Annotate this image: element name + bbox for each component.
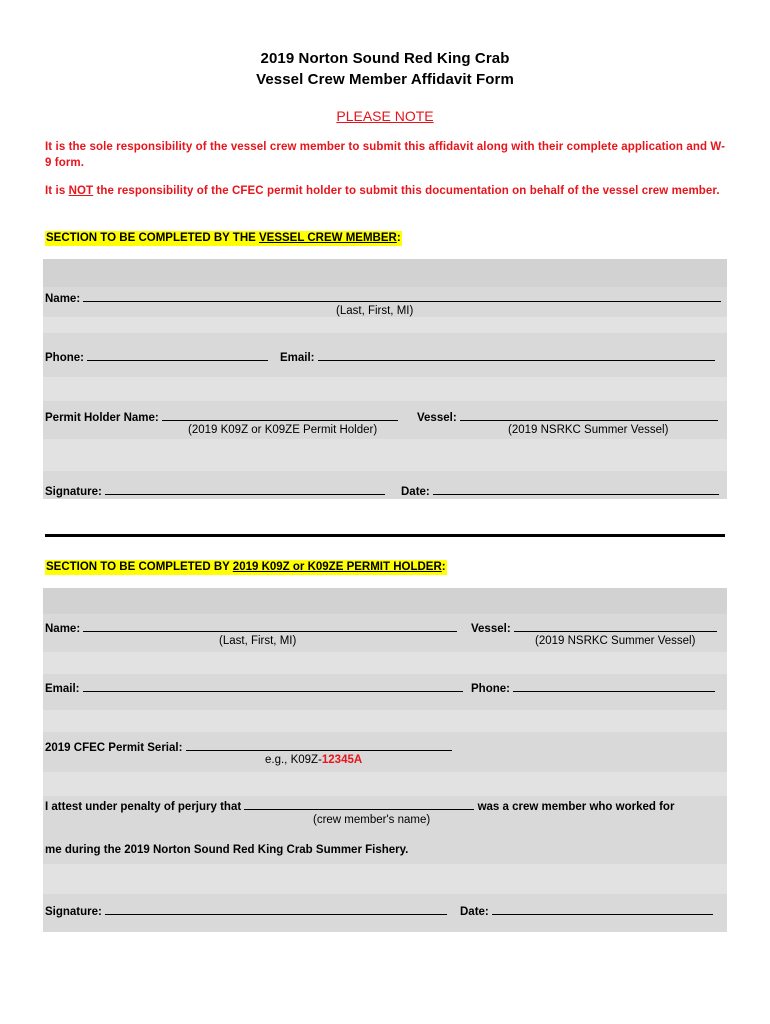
s2-phone-row xyxy=(471,680,715,695)
section2-label xyxy=(45,560,447,575)
form-title-line2: Vessel Crew Member Affidavit Form xyxy=(256,71,514,88)
please-note-heading: PLEASE NOTE xyxy=(336,108,434,124)
s2-attest-before: I attest under penalty of perjury that xyxy=(45,801,242,813)
s1-name-label: Name: xyxy=(45,293,81,305)
s2-phone-label: Phone: xyxy=(471,683,510,695)
s2-signature-row xyxy=(45,903,447,918)
s1-permit-holder-field[interactable] xyxy=(162,409,398,421)
s2-vessel-label: Vessel: xyxy=(471,623,511,635)
section1-shade-top xyxy=(43,259,727,287)
section2-shade-mid4 xyxy=(43,864,727,894)
s1-phone-field[interactable] xyxy=(87,349,268,361)
section2-label-prefix: SECTION TO BE COMPLETED BY xyxy=(46,561,233,573)
s2-phone-field[interactable] xyxy=(513,680,715,692)
s1-signature-label: Signature: xyxy=(45,486,102,498)
s1-vessel-row xyxy=(417,409,718,424)
section1-shade-mid2 xyxy=(43,377,727,401)
s2-name-hint: (Last, First, MI) xyxy=(219,635,297,647)
s1-signature-field[interactable] xyxy=(105,483,385,495)
s1-date-label: Date: xyxy=(401,486,430,498)
section1-shade-mid1 xyxy=(43,317,727,333)
s2-email-field[interactable] xyxy=(83,680,463,692)
s1-vessel-label: Vessel: xyxy=(417,412,457,424)
note-p2-after: the responsibility of the CFEC permit holder to submit this documentation on behalf of the vessel crew member. xyxy=(93,185,720,197)
form-title-line1: 2019 Norton Sound Red King Crab xyxy=(260,50,510,67)
section2-shade-mid3 xyxy=(43,772,727,796)
s2-date-field[interactable] xyxy=(492,903,713,915)
s2-attest-crew-name-field[interactable] xyxy=(244,798,474,810)
s1-name-hint: (Last, First, MI) xyxy=(336,305,414,317)
section1-label-prefix: SECTION TO BE COMPLETED BY THE xyxy=(46,232,259,244)
s1-vessel-field[interactable] xyxy=(460,409,718,421)
s1-signature-row xyxy=(45,483,385,498)
s2-attest-line2: me during the 2019 Norton Sound Red King Crab Summer Fishery. xyxy=(45,844,409,856)
s1-email-field[interactable] xyxy=(318,349,715,361)
note-p2-before: It is xyxy=(45,185,69,197)
s2-attest-row xyxy=(45,798,674,813)
s2-name-label: Name: xyxy=(45,623,81,635)
s2-serial-label: 2019 CFEC Permit Serial: xyxy=(45,742,183,754)
s2-serial-hint xyxy=(265,754,362,766)
s2-signature-label: Signature: xyxy=(45,906,102,918)
section2-label-suffix: : xyxy=(441,561,446,573)
s1-date-field[interactable] xyxy=(433,483,719,495)
section2-shade-mid1 xyxy=(43,652,727,674)
s1-date-row xyxy=(401,483,719,498)
s1-permit-holder-hint: (2019 K09Z or K09ZE Permit Holder) xyxy=(188,424,378,436)
s2-vessel-row xyxy=(471,620,717,635)
section1-label-emph: VESSEL CREW MEMBER xyxy=(259,232,397,244)
s2-name-row xyxy=(45,620,457,635)
s2-date-label: Date: xyxy=(460,906,489,918)
section2-label-emph: 2019 K09Z or K09ZE PERMIT HOLDER xyxy=(232,561,442,573)
section-divider xyxy=(45,534,725,537)
s1-vessel-hint: (2019 NSRKC Summer Vessel) xyxy=(508,424,669,436)
note-paragraph-2 xyxy=(45,183,730,199)
note-paragraph-1: It is the sole responsibility of the vessel crew member to submit this affidavit along with their complete application and W-9 form. xyxy=(45,141,726,169)
s2-name-field[interactable] xyxy=(83,620,457,632)
note-p2-emphasis: NOT xyxy=(68,185,94,197)
s2-serial-hint-example: 12345A xyxy=(321,754,363,766)
s1-name-row xyxy=(45,290,721,305)
section2-shade-top xyxy=(43,588,727,614)
s1-email-row xyxy=(280,349,715,364)
section1-label xyxy=(45,231,402,246)
s2-serial-field[interactable] xyxy=(186,739,452,751)
section1-label-suffix: : xyxy=(396,232,401,244)
s1-phone-row xyxy=(45,349,268,364)
s2-attest-hint: (crew member's name) xyxy=(313,814,431,826)
section1-shade-mid3 xyxy=(43,439,727,471)
s2-serial-row xyxy=(45,739,452,754)
s2-vessel-field[interactable] xyxy=(514,620,717,632)
s2-email-row xyxy=(45,680,463,695)
s2-vessel-hint: (2019 NSRKC Summer Vessel) xyxy=(535,635,696,647)
s2-date-row xyxy=(460,903,713,918)
s1-phone-label: Phone: xyxy=(45,352,84,364)
s1-permit-holder-label: Permit Holder Name: xyxy=(45,412,159,424)
s2-email-label: Email: xyxy=(45,683,80,695)
s2-serial-hint-prefix: e.g., K09Z- xyxy=(265,754,322,766)
s1-email-label: Email: xyxy=(280,352,315,364)
s2-signature-field[interactable] xyxy=(105,903,447,915)
s1-permit-holder-row xyxy=(45,409,398,424)
s2-attest-after: was a crew member who worked for xyxy=(477,801,675,813)
section2-shade-mid2 xyxy=(43,710,727,732)
s1-name-field[interactable] xyxy=(83,290,721,302)
